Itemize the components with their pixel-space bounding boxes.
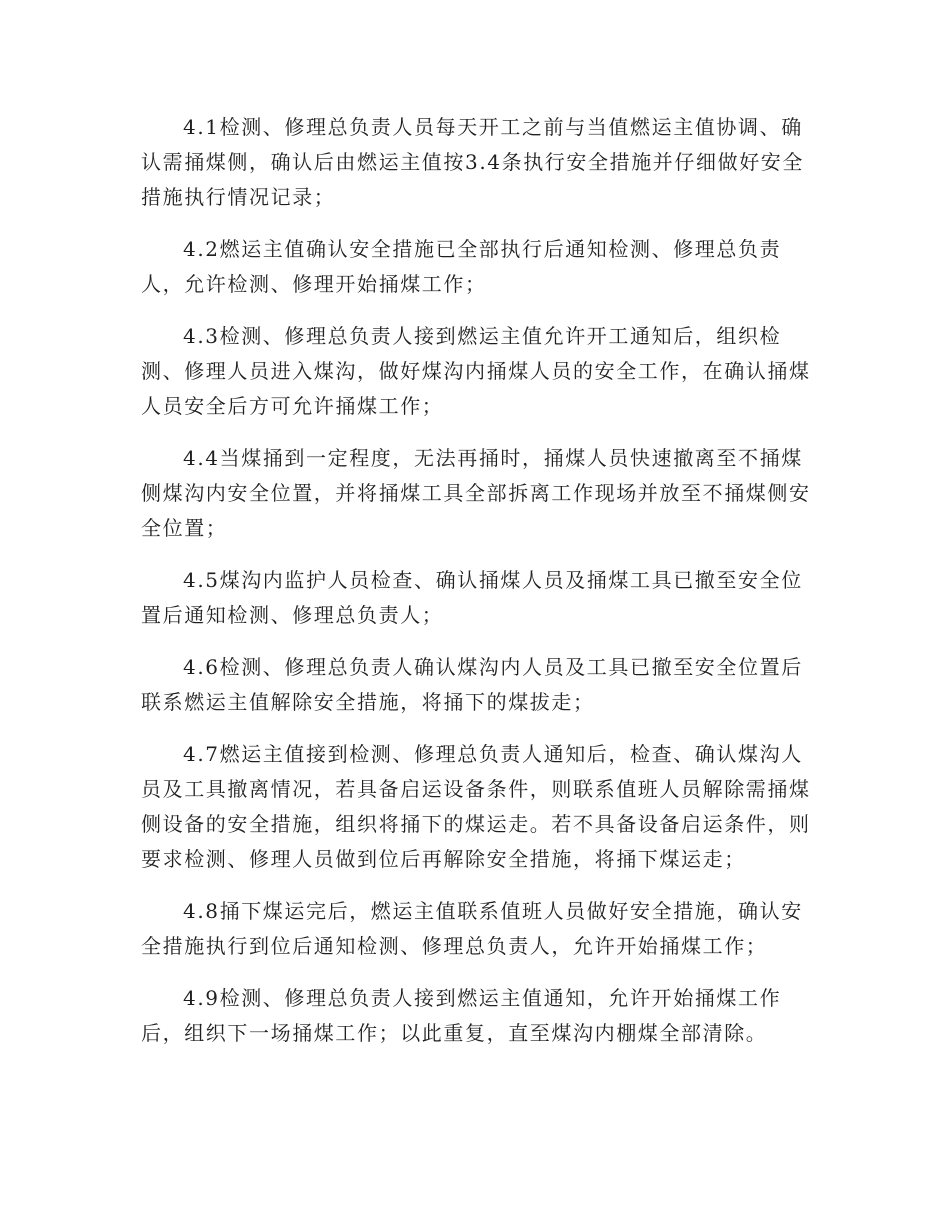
paragraph-4-4: 4.4当煤捅到一定程度，无法再捅时，捅煤人员快速撤离至不捅煤侧煤沟内安全位置，并将捅煤工具全部拆离工作现场并放至不捅煤侧安全位置；	[141, 446, 811, 540]
paragraph-4-2: 4.2燃运主值确认安全措施已全部执行后通知检测、修理总负责人，允许检测、修理开始捅煤工作；	[141, 237, 782, 296]
paragraph-4-8: 4.8捅下煤运完后，燃运主值联系值班人员做好安全措施，确认安全措施执行到位后通知检测、修理总负责人，允许开始捅煤工作；	[141, 899, 803, 958]
document-body	[141, 110, 816, 1068]
paragraph-4-1: 4.1检测、修理总负责人员每天开工之前与当值燃运主值协调、确认需捅煤侧，确认后由燃运主值按3.4条执行安全措施并仔细做好安全措施执行情况记录；	[141, 115, 805, 209]
paragraph-4-3: 4.3检测、修理总负责人接到燃运主值允许开工通知后，组织检测、修理人员进入煤沟，做好煤沟内捅煤人员的安全工作，在确认捅煤人员安全后方可允许捅煤工作；	[141, 324, 811, 418]
paragraph-4-6: 4.6检测、修理总负责人确认煤沟内人员及工具已撤至安全位置后联系燃运主值解除安全措施，将捅下的煤拔走；	[141, 655, 803, 714]
paragraph-4-5: 4.5煤沟内监护人员检查、确认捅煤人员及捅煤工具已撤至安全位置后通知检测、修理总负责人；	[141, 568, 803, 627]
paragraph-4-7: 4.7燃运主值接到检测、修理总负责人通知后，检查、确认煤沟人员及工具撤离情况，若具备启运设备条件，则联系值班人员解除需捅煤侧设备的安全措施，组织将捅下的煤运走。若不具备设备启运条件，则要求检测、修理人员做到位后再解除安全措施，将捅下煤运走；	[141, 742, 811, 871]
paragraph-4-9: 4.9检测、修理总负责人接到燃运主值通知，允许开始捅煤工作后，组织下一场捅煤工作；以此重复，直至煤沟内棚煤全部清除。	[141, 986, 782, 1045]
